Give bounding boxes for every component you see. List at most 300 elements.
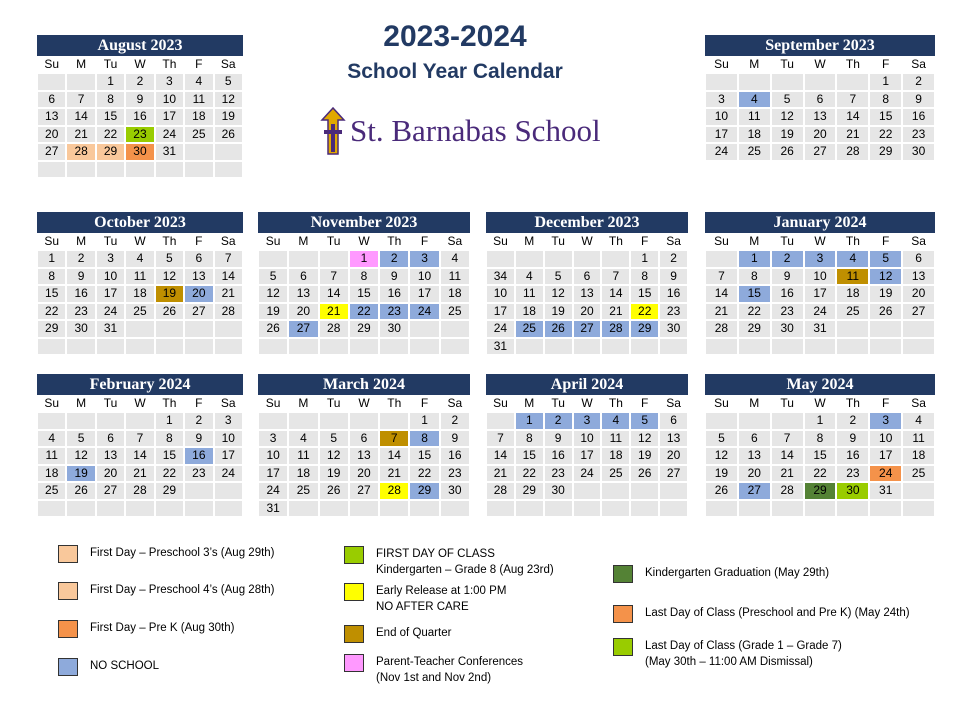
day-cell: 13 (96, 447, 125, 465)
day-cell: 19 (258, 303, 288, 321)
empty-cell (258, 250, 288, 268)
empty-cell (37, 338, 66, 356)
day-cell: 17 (705, 126, 738, 144)
week-row (705, 447, 935, 465)
legend-swatch (344, 625, 364, 643)
week-row (705, 126, 935, 144)
weekday-label: M (76, 234, 87, 248)
day-cell: 13 (288, 285, 318, 303)
day-cell: 30 (836, 482, 869, 500)
day-cell: 6 (902, 250, 935, 268)
day-cell: 16 (184, 447, 213, 465)
empty-cell (601, 338, 630, 356)
day-cell: 23 (771, 303, 804, 321)
day-cell: 20 (184, 285, 213, 303)
day-cell: 34 (486, 268, 515, 286)
day-cell: 27 (96, 482, 125, 500)
week-row (37, 143, 243, 161)
empty-cell (738, 338, 771, 356)
weekday-label: Tu (780, 57, 794, 71)
day-cell: 20 (738, 465, 771, 483)
week-row (705, 250, 935, 268)
day-cell: 2 (902, 73, 935, 91)
day-cell: 27 (573, 320, 602, 338)
empty-cell (96, 500, 125, 518)
day-cell: 23 (544, 465, 573, 483)
day-cell: 29 (155, 482, 184, 500)
empty-cell (869, 500, 902, 518)
day-cell: 28 (705, 320, 738, 338)
day-cell: 7 (66, 91, 95, 109)
weekday-label: W (814, 396, 826, 410)
day-cell: 18 (440, 285, 470, 303)
day-cell: 6 (738, 430, 771, 448)
day-cell: 15 (869, 108, 902, 126)
empty-cell (902, 500, 935, 518)
week-row (705, 108, 935, 126)
weekday-label: Tu (103, 234, 118, 248)
weekday-label: Su (44, 396, 60, 410)
day-cell: 14 (836, 108, 869, 126)
week-row (486, 465, 688, 483)
legend-item (58, 658, 159, 676)
month-title: December 2023 (486, 212, 688, 233)
month-september-2023 (705, 35, 935, 161)
weekday-label: Sa (220, 234, 236, 248)
day-cell: 11 (184, 91, 213, 109)
day-cell: 21 (601, 303, 630, 321)
legend-item (58, 545, 275, 563)
school-logo (320, 106, 601, 156)
empty-cell (705, 250, 738, 268)
day-cell: 6 (184, 250, 213, 268)
empty-cell (288, 338, 318, 356)
weekday-header (486, 233, 688, 250)
day-cell: 1 (155, 412, 184, 430)
day-cell: 30 (771, 320, 804, 338)
month-title: April 2024 (486, 374, 688, 395)
day-cell: 21 (705, 303, 738, 321)
day-cell: 27 (738, 482, 771, 500)
day-cell: 3 (409, 250, 439, 268)
day-cell: 28 (601, 320, 630, 338)
day-cell: 20 (659, 447, 688, 465)
day-cell: 1 (804, 412, 837, 430)
week-row (258, 285, 470, 303)
empty-cell (66, 338, 95, 356)
weekday-label: Su (714, 57, 729, 71)
empty-cell (659, 482, 688, 500)
weekday-label: Tu (780, 396, 794, 410)
empty-cell (125, 320, 154, 338)
day-cell: 25 (440, 303, 470, 321)
day-cell: 28 (771, 482, 804, 500)
day-cell: 6 (288, 268, 318, 286)
day-cell: 26 (214, 126, 243, 144)
day-cell: 7 (379, 430, 409, 448)
empty-cell (573, 250, 602, 268)
empty-cell (705, 338, 738, 356)
day-cell: 6 (573, 268, 602, 286)
day-cell: 24 (705, 143, 738, 161)
week-row (37, 73, 243, 91)
day-cell: 2 (659, 250, 688, 268)
legend-text (645, 605, 910, 621)
day-cell: 5 (214, 73, 243, 91)
day-cell: 10 (409, 268, 439, 286)
legend-text (90, 545, 275, 561)
day-cell: 18 (601, 447, 630, 465)
empty-cell (184, 482, 213, 500)
day-cell: 2 (125, 73, 154, 91)
day-cell: 17 (214, 447, 243, 465)
empty-cell (440, 320, 470, 338)
day-cell: 26 (771, 143, 804, 161)
empty-cell (288, 412, 318, 430)
day-cell: 1 (96, 73, 125, 91)
week-row (258, 465, 470, 483)
weekday-label: M (749, 57, 760, 71)
day-cell: 13 (573, 285, 602, 303)
day-cell: 6 (804, 91, 837, 109)
weekday-label: F (195, 234, 203, 248)
weekday-label: Th (608, 234, 623, 248)
legend-swatch (344, 546, 364, 564)
day-cell: 3 (573, 412, 602, 430)
weekday-label: Sa (911, 234, 926, 248)
day-cell: 21 (66, 126, 95, 144)
weekday-label: Su (44, 234, 60, 248)
legend-line: First Day – Preschool 3’s (Aug 29th) (90, 547, 275, 559)
weekday-label: Su (493, 396, 508, 410)
empty-cell (836, 73, 869, 91)
day-cell: 12 (869, 268, 902, 286)
day-cell: 18 (37, 465, 66, 483)
weekday-label: Sa (666, 396, 681, 410)
weekday-label: F (882, 234, 890, 248)
day-cell: 11 (37, 447, 66, 465)
day-cell: 24 (409, 303, 439, 321)
empty-cell (214, 320, 243, 338)
day-cell: 21 (125, 465, 154, 483)
day-cell: 23 (659, 303, 688, 321)
month-february-2024 (37, 374, 243, 517)
day-cell: 13 (902, 268, 935, 286)
day-cell: 20 (37, 126, 66, 144)
empty-cell (601, 250, 630, 268)
week-row (258, 447, 470, 465)
legend-line: (Nov 1st and Nov 2nd) (376, 672, 492, 684)
empty-cell (319, 412, 349, 430)
day-cell: 13 (184, 268, 213, 286)
day-cell: 22 (515, 465, 544, 483)
empty-cell (902, 338, 935, 356)
day-cell: 26 (705, 482, 738, 500)
empty-cell (440, 500, 470, 518)
legend-swatch (344, 583, 364, 601)
legend-swatch (58, 658, 78, 676)
day-cell: 16 (659, 285, 688, 303)
empty-cell (771, 73, 804, 91)
day-cell: 14 (705, 285, 738, 303)
day-cell: 13 (37, 108, 66, 126)
day-cell: 3 (155, 73, 184, 91)
day-cell: 13 (349, 447, 379, 465)
weekday-label: Su (714, 234, 729, 248)
empty-cell (258, 338, 288, 356)
day-cell: 8 (515, 430, 544, 448)
day-cell: 2 (440, 412, 470, 430)
day-cell: 4 (836, 250, 869, 268)
day-cell: 14 (125, 447, 154, 465)
day-cell: 2 (544, 412, 573, 430)
weekday-label: Sa (666, 234, 681, 248)
day-cell: 19 (214, 108, 243, 126)
day-cell: 16 (836, 447, 869, 465)
day-cell: 10 (258, 447, 288, 465)
legend-swatch (613, 605, 633, 623)
weekday-label: W (814, 234, 826, 248)
weekday-label: W (358, 234, 370, 248)
legend-item (344, 625, 451, 643)
weekday-label: Su (714, 396, 729, 410)
empty-cell (125, 500, 154, 518)
day-cell: 27 (288, 320, 318, 338)
day-cell: 27 (37, 143, 66, 161)
week-row (705, 412, 935, 430)
month-march-2024 (258, 374, 470, 517)
day-cell: 5 (258, 268, 288, 286)
week-row (37, 338, 243, 356)
day-cell: 6 (659, 412, 688, 430)
week-row (258, 250, 470, 268)
day-cell: 24 (573, 465, 602, 483)
empty-cell (515, 338, 544, 356)
week-row (486, 285, 688, 303)
day-cell: 22 (738, 303, 771, 321)
day-cell: 12 (66, 447, 95, 465)
legend-text (376, 583, 506, 615)
week-row (37, 268, 243, 286)
empty-cell (37, 73, 66, 91)
legend-text (90, 582, 275, 598)
day-cell: 25 (184, 126, 213, 144)
week-row (258, 482, 470, 500)
day-cell: 7 (319, 268, 349, 286)
day-cell: 15 (738, 285, 771, 303)
empty-cell (288, 500, 318, 518)
day-cell: 1 (37, 250, 66, 268)
empty-cell (804, 338, 837, 356)
day-cell: 31 (804, 320, 837, 338)
legend-line: Parent-Teacher Conferences (376, 656, 524, 668)
day-cell: 8 (37, 268, 66, 286)
cross-icon (320, 106, 346, 156)
day-cell: 27 (902, 303, 935, 321)
legend-text (90, 620, 234, 636)
day-cell: 2 (836, 412, 869, 430)
empty-cell (184, 161, 213, 179)
week-row (705, 285, 935, 303)
day-cell: 11 (836, 268, 869, 286)
day-cell: 10 (573, 430, 602, 448)
legend-text (376, 546, 554, 578)
day-cell: 9 (440, 430, 470, 448)
weekday-label: Su (265, 234, 281, 248)
empty-cell (155, 320, 184, 338)
empty-cell (771, 500, 804, 518)
empty-cell (738, 412, 771, 430)
empty-cell (601, 500, 630, 518)
day-cell: 12 (771, 108, 804, 126)
empty-cell (869, 320, 902, 338)
week-row (37, 482, 243, 500)
day-cell: 20 (804, 126, 837, 144)
empty-cell (630, 500, 659, 518)
day-cell: 19 (155, 285, 184, 303)
day-cell: 25 (37, 482, 66, 500)
legend-item (613, 565, 829, 583)
weekday-label: Th (387, 396, 402, 410)
day-cell: 3 (705, 91, 738, 109)
day-cell: 23 (440, 465, 470, 483)
day-cell: 12 (705, 447, 738, 465)
day-cell: 4 (515, 268, 544, 286)
empty-cell (836, 320, 869, 338)
weekday-header (37, 233, 243, 250)
day-cell: 31 (486, 338, 515, 356)
day-cell: 16 (902, 108, 935, 126)
day-cell: 5 (869, 250, 902, 268)
day-cell: 9 (902, 91, 935, 109)
day-cell: 29 (96, 143, 125, 161)
empty-cell (804, 73, 837, 91)
day-cell: 10 (486, 285, 515, 303)
week-row (258, 430, 470, 448)
week-row (258, 268, 470, 286)
weekday-label: W (134, 234, 146, 248)
day-cell: 23 (379, 303, 409, 321)
weekday-label: W (581, 234, 593, 248)
empty-cell (573, 482, 602, 500)
day-cell: 4 (738, 91, 771, 109)
week-row (37, 303, 243, 321)
month-january-2024 (705, 212, 935, 355)
legend-line: NO AFTER CARE (376, 601, 469, 613)
day-cell: 8 (96, 91, 125, 109)
month-may-2024 (705, 374, 935, 517)
legend-text (645, 565, 829, 581)
day-cell: 4 (184, 73, 213, 91)
day-cell: 11 (601, 430, 630, 448)
weekday-label: M (749, 234, 760, 248)
day-cell: 20 (288, 303, 318, 321)
legend-text (90, 658, 159, 674)
weekday-label: Sa (220, 57, 236, 71)
day-cell: 10 (705, 108, 738, 126)
day-cell: 22 (349, 303, 379, 321)
day-cell: 8 (349, 268, 379, 286)
legend-text (376, 654, 523, 686)
day-cell: 16 (66, 285, 95, 303)
day-cell: 18 (515, 303, 544, 321)
weekday-label: M (524, 396, 535, 410)
empty-cell (738, 73, 771, 91)
legend-line: First Day – Preschool 4’s (Aug 28th) (90, 584, 275, 596)
empty-cell (214, 482, 243, 500)
day-cell: 5 (319, 430, 349, 448)
weekday-label: Th (162, 396, 177, 410)
day-cell: 8 (630, 268, 659, 286)
empty-cell (155, 500, 184, 518)
weekday-label: F (420, 396, 429, 410)
empty-cell (184, 320, 213, 338)
day-cell: 30 (902, 143, 935, 161)
week-row (486, 250, 688, 268)
weekday-label: Th (608, 396, 623, 410)
weekday-label: Tu (551, 234, 565, 248)
day-cell: 30 (659, 320, 688, 338)
day-cell: 14 (319, 285, 349, 303)
weekday-label: Th (845, 396, 860, 410)
weekday-label: Tu (103, 396, 118, 410)
week-row (705, 430, 935, 448)
empty-cell (659, 500, 688, 518)
day-cell: 9 (125, 91, 154, 109)
empty-cell (409, 500, 439, 518)
empty-cell (184, 338, 213, 356)
day-cell: 29 (738, 320, 771, 338)
empty-cell (37, 500, 66, 518)
day-cell: 2 (184, 412, 213, 430)
legend-swatch (613, 638, 633, 656)
weekday-label: Th (162, 234, 177, 248)
day-cell: 31 (96, 320, 125, 338)
empty-cell (902, 320, 935, 338)
day-cell: 17 (869, 447, 902, 465)
legend-item (58, 582, 275, 600)
day-cell: 4 (37, 430, 66, 448)
day-cell: 28 (379, 482, 409, 500)
day-cell: 28 (319, 320, 349, 338)
day-cell: 23 (66, 303, 95, 321)
day-cell: 21 (836, 126, 869, 144)
day-cell: 5 (155, 250, 184, 268)
day-cell: 2 (379, 250, 409, 268)
empty-cell (96, 338, 125, 356)
day-cell: 21 (214, 285, 243, 303)
day-cell: 26 (630, 465, 659, 483)
week-row (486, 320, 688, 338)
weekday-label: Sa (911, 57, 926, 71)
legend-swatch (344, 654, 364, 672)
day-cell: 22 (804, 465, 837, 483)
day-cell: 11 (288, 447, 318, 465)
day-cell: 21 (771, 465, 804, 483)
day-cell: 18 (288, 465, 318, 483)
day-cell: 15 (804, 447, 837, 465)
day-cell: 23 (184, 465, 213, 483)
weekday-label: W (814, 57, 826, 71)
empty-cell (37, 412, 66, 430)
day-cell: 6 (96, 430, 125, 448)
day-cell: 25 (601, 465, 630, 483)
day-cell: 4 (601, 412, 630, 430)
day-cell: 5 (771, 91, 804, 109)
empty-cell (96, 161, 125, 179)
legend-line: Last Day of Class (Preschool and Pre K) (May 24th) (645, 607, 910, 619)
day-cell: 24 (155, 126, 184, 144)
